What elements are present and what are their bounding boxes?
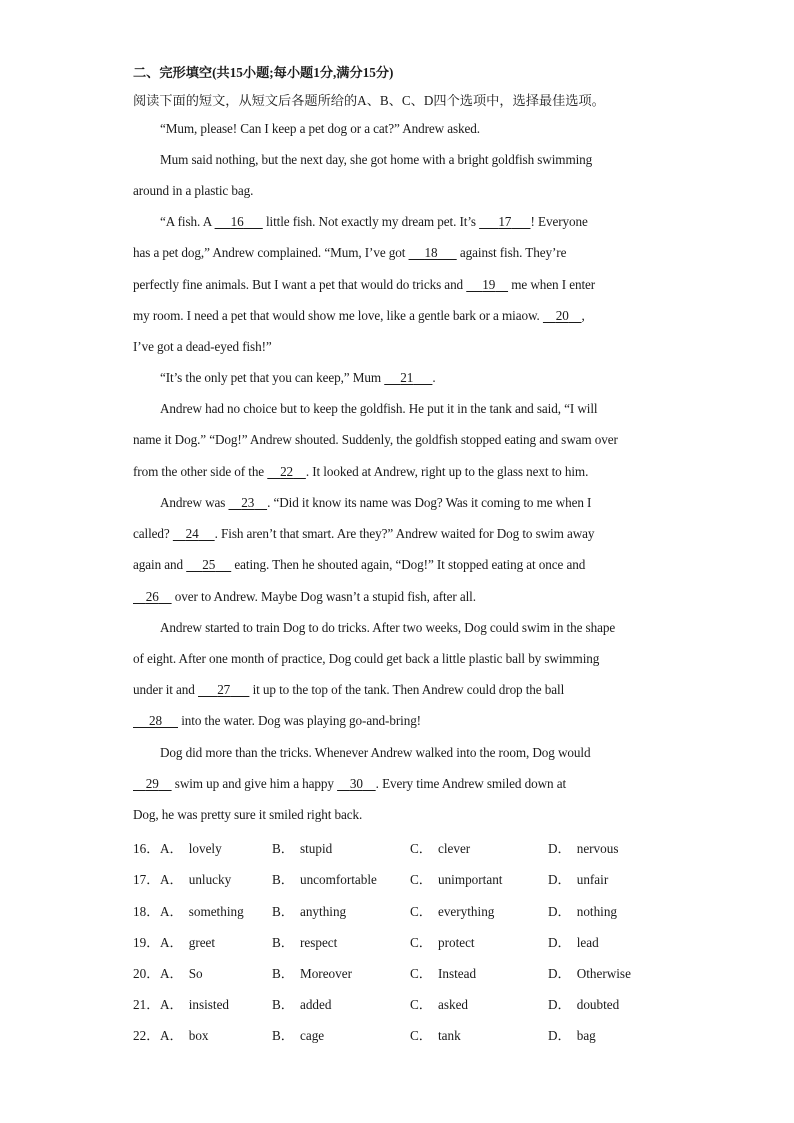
- blank-20: 20: [555, 308, 569, 323]
- option-b[interactable]: B． anything: [272, 904, 347, 919]
- passage-line: 29 swim up and give him a happy 30 . Every time Andrew smiled down at: [133, 776, 566, 792]
- blank-19: 19: [482, 277, 496, 292]
- passage-line: Dog, he was pretty sure it smiled right back.: [133, 807, 363, 822]
- passage-line: “It’s the only pet that you can keep,” Mum 21 .: [160, 370, 436, 385]
- question-21: 21． A． insisted B． added C． asked D． doubted: [133, 994, 673, 1012]
- option-c[interactable]: C． everything: [410, 904, 495, 919]
- passage-line: called? 24 . Fish aren’t that smart. Are they?” Andrew waited for Dog to swim away: [133, 526, 595, 541]
- passage-line: I’ve got a dead-eyed fish!”: [133, 339, 272, 354]
- option-d[interactable]: D． bag: [548, 1028, 596, 1043]
- passage-line: from the other side of the 22 . It looked at Andrew, right up to the glass next to him.: [133, 464, 589, 479]
- passage-line: 26 over to Andrew. Maybe Dog wasn’t a stupid fish, after all.: [133, 589, 476, 605]
- option-d[interactable]: D． unfair: [548, 872, 609, 887]
- passage-line: name it Dog.” “Dog!” Andrew shouted. Suddenly, the goldfish stopped eating and swam over: [133, 432, 618, 447]
- passage-line: my room. I need a pet that would show me love, like a gentle bark or a miaow. 20 ,: [133, 308, 585, 323]
- blank-16: 16: [230, 214, 244, 229]
- question-16: 16． A． lovely B． stupid C． clever D． nervous: [133, 838, 673, 856]
- blank-28: 28: [149, 713, 162, 728]
- blank-25: 25: [202, 557, 216, 572]
- section-instruction: 阅读下面的短文，从短文后各题所给的A、B、C、D四个选项中，选择最佳选项。: [133, 93, 605, 108]
- option-b[interactable]: B． cage: [272, 1028, 325, 1043]
- blank-29: 29: [145, 776, 159, 791]
- option-d[interactable]: D． nervous: [548, 841, 619, 856]
- passage-line: Dog did more than the tricks. Whenever Andrew walked into the room, Dog would: [160, 745, 591, 760]
- option-b[interactable]: B． Moreover: [272, 966, 352, 981]
- passage-line: 28 into the water. Dog was playing go-and-bring!: [133, 713, 421, 729]
- section-heading: 二、完形填空(共15小题;每小题1分,满分15分): [133, 65, 394, 80]
- option-c[interactable]: C． asked: [410, 997, 469, 1012]
- passage-line: Andrew started to train Dog to do tricks. After two weeks, Dog could swim in the shape: [160, 620, 616, 635]
- passage-line: under it and 27 it up to the top of the tank. Then Andrew could drop the ball: [133, 682, 565, 697]
- option-c[interactable]: C． tank: [410, 1028, 461, 1043]
- passage-line: Mum said nothing, but the next day, she got home with a bright goldfish swimming: [160, 152, 593, 167]
- question-20: 20． A． So B． Moreover C． Instead D． Otherwise: [133, 963, 673, 981]
- option-c[interactable]: C． Instead: [410, 966, 477, 981]
- passage-line: around in a plastic bag.: [133, 183, 254, 198]
- passage-line: Andrew was 23 . “Did it know its name was Dog? Was it coming to me when I: [160, 495, 592, 510]
- option-b[interactable]: B． stupid: [272, 841, 333, 856]
- option-b[interactable]: B． added: [272, 997, 332, 1012]
- option-a[interactable]: A． something: [160, 904, 244, 919]
- blank-22: 22: [280, 464, 294, 479]
- blank-18: 18: [424, 245, 438, 260]
- passage-line: “Mum, please! Can I keep a pet dog or a cat?” Andrew asked.: [160, 121, 480, 136]
- blank-30: 30: [349, 776, 363, 791]
- option-a[interactable]: A． box: [160, 1028, 209, 1043]
- question-17: 17． A． unlucky B． uncomfortable C． unimportant D． unfair: [133, 869, 673, 887]
- passage-line: of eight. After one month of practice, Dog could get back a little plastic ball by swimming: [133, 651, 600, 666]
- passage-line: Andrew had no choice but to keep the goldfish. He put it in the tank and said, “I will: [160, 401, 598, 416]
- option-d[interactable]: D． nothing: [548, 904, 618, 919]
- option-d[interactable]: D． Otherwise: [548, 966, 631, 981]
- option-d[interactable]: D． lead: [548, 935, 599, 950]
- passage-line: perfectly fine animals. But I want a pet that would do tricks and 19 me when I enter: [133, 277, 596, 292]
- blank-27: 27: [217, 682, 231, 697]
- option-b[interactable]: B． respect: [272, 935, 338, 950]
- passage-line: again and 25 eating. Then he shouted again, “Dog!” It stopped eating at once and: [133, 557, 586, 572]
- blank-23: 23: [241, 495, 255, 510]
- option-c[interactable]: C． protect: [410, 935, 475, 950]
- blank-26: 26: [145, 589, 159, 604]
- option-c[interactable]: C． unimportant: [410, 872, 503, 887]
- option-c[interactable]: C． clever: [410, 841, 471, 856]
- option-a[interactable]: A． unlucky: [160, 872, 232, 887]
- option-a[interactable]: A． insisted: [160, 997, 230, 1012]
- question-19: 19． A． greet B． respect C． protect D． lead: [133, 932, 673, 950]
- blank-21: 21: [400, 370, 414, 385]
- passage-line: has a pet dog,” Andrew complained. “Mum, I’ve got 18 against fish. They’re: [133, 245, 567, 260]
- option-d[interactable]: D． doubted: [548, 997, 620, 1012]
- option-b[interactable]: B． uncomfortable: [272, 872, 377, 887]
- option-a[interactable]: A． lovely: [160, 841, 222, 856]
- blank-17: 17: [498, 214, 512, 229]
- blank-24: 24: [185, 526, 199, 541]
- passage-line: “A fish. A 16 little fish. Not exactly my dream pet. It’s 17 ! Everyone: [160, 214, 588, 229]
- option-a[interactable]: A． So: [160, 966, 203, 981]
- question-22: 22． A． box B． cage C． tank D． bag: [133, 1025, 673, 1043]
- question-18: 18． A． something B． anything C． everything D． nothing: [133, 901, 673, 919]
- option-a[interactable]: A． greet: [160, 935, 216, 950]
